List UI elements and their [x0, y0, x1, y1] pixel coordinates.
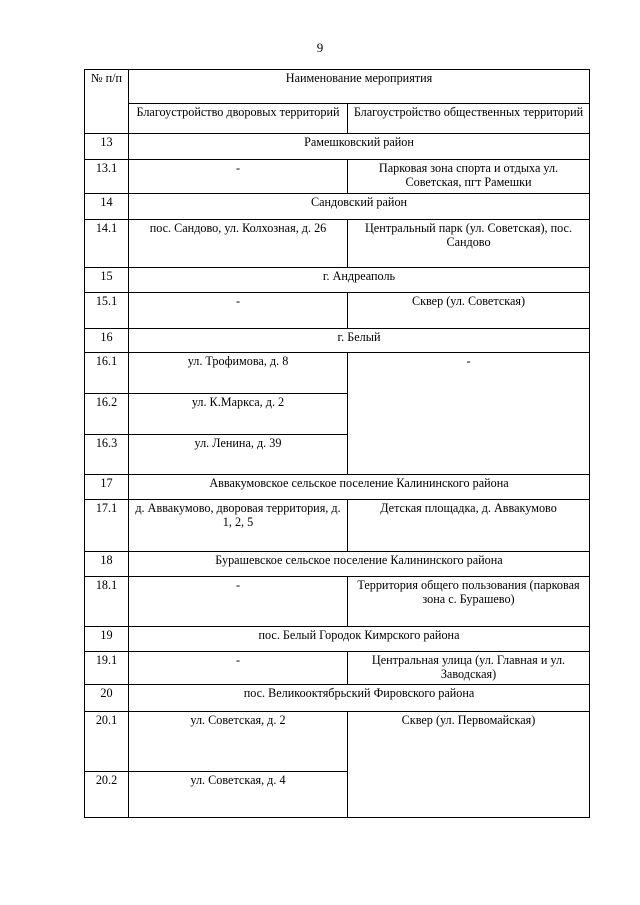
- row-number: 19.1: [85, 652, 129, 685]
- yard-territory: ул. Советская, д. 4: [129, 772, 348, 818]
- district-name: Рамешковский район: [129, 134, 590, 160]
- public-territory: Детская площадка, д. Аввакумово: [348, 500, 590, 552]
- table-row: [85, 293, 590, 329]
- public-territory: Сквер (ул. Первомайская): [348, 712, 590, 818]
- header-num: № п/п: [85, 70, 129, 134]
- row-number: 16.3: [85, 435, 129, 475]
- table-row: [85, 220, 590, 268]
- table-row: [85, 353, 590, 394]
- public-territory: Территория общего пользования (парковая зона с. Бурашево): [348, 577, 590, 627]
- public-territory: Центральный парк (ул. Советская), пос. Сандово: [348, 220, 590, 268]
- table-row: [85, 475, 590, 500]
- public-territory: Парковая зона спорта и отдыха ул. Советская, пгт Рамешки: [348, 160, 590, 194]
- yard-territory: ул. К.Маркса, д. 2: [129, 394, 348, 435]
- row-number: 14: [85, 194, 129, 220]
- row-number: 20.2: [85, 772, 129, 818]
- table-header-row: [85, 70, 590, 104]
- district-name: пос. Великооктябрьский Фировского района: [129, 685, 590, 712]
- table-row: [85, 268, 590, 293]
- yard-territory: д. Аввакумово, дворовая территория, д. 1, 2, 5: [129, 500, 348, 552]
- table-row: [85, 685, 590, 712]
- header-yards: Благоустройство дворовых территорий: [129, 104, 348, 134]
- table-row: [85, 712, 590, 772]
- row-number: 15.1: [85, 293, 129, 329]
- row-number: 14.1: [85, 220, 129, 268]
- public-territory: Сквер (ул. Советская): [348, 293, 590, 329]
- row-number: 19: [85, 627, 129, 652]
- district-name: пос. Белый Городок Кимрского района: [129, 627, 590, 652]
- page-number: 9: [316, 40, 324, 55]
- table-row: [85, 552, 590, 577]
- table-row: [85, 652, 590, 685]
- yard-territory: -: [129, 160, 348, 194]
- table-row: [85, 500, 590, 552]
- district-name: Сандовский район: [129, 194, 590, 220]
- row-number: 13: [85, 134, 129, 160]
- yard-territory: ул. Трофимова, д. 8: [129, 353, 348, 394]
- row-number: 13.1: [85, 160, 129, 194]
- row-number: 18.1: [85, 577, 129, 627]
- row-number: 15: [85, 268, 129, 293]
- yard-territory: -: [129, 577, 348, 627]
- header-title: Наименование мероприятия: [129, 70, 590, 104]
- row-number: 18: [85, 552, 129, 577]
- yard-territory: пос. Сандово, ул. Колхозная, д. 26: [129, 220, 348, 268]
- row-number: 20.1: [85, 712, 129, 772]
- public-territory: -: [348, 353, 590, 475]
- public-territory: Центральная улица (ул. Главная и ул. Заводская): [348, 652, 590, 685]
- header-public: Благоустройство общественных территорий: [348, 104, 590, 134]
- yard-territory: -: [129, 652, 348, 685]
- table-row: [85, 160, 590, 194]
- district-name: г. Андреаполь: [129, 268, 590, 293]
- row-number: 20: [85, 685, 129, 712]
- row-number: 16.2: [85, 394, 129, 435]
- row-number: 17: [85, 475, 129, 500]
- row-number: 17.1: [85, 500, 129, 552]
- table-subheader-row: [85, 104, 590, 134]
- table-row: [85, 577, 590, 627]
- yard-territory: ул. Советская, д. 2: [129, 712, 348, 772]
- row-number: 16: [85, 329, 129, 353]
- district-name: Аввакумовское сельское поселение Калининского района: [129, 475, 590, 500]
- row-number: 16.1: [85, 353, 129, 394]
- yard-territory: -: [129, 293, 348, 329]
- table-row: [85, 134, 590, 160]
- district-name: г. Белый: [129, 329, 590, 353]
- table-row: [85, 627, 590, 652]
- measures-table: [84, 69, 590, 818]
- yard-territory: ул. Ленина, д. 39: [129, 435, 348, 475]
- table-row: [85, 194, 590, 220]
- table-row: [85, 329, 590, 353]
- district-name: Бурашевское сельское поселение Калининского района: [129, 552, 590, 577]
